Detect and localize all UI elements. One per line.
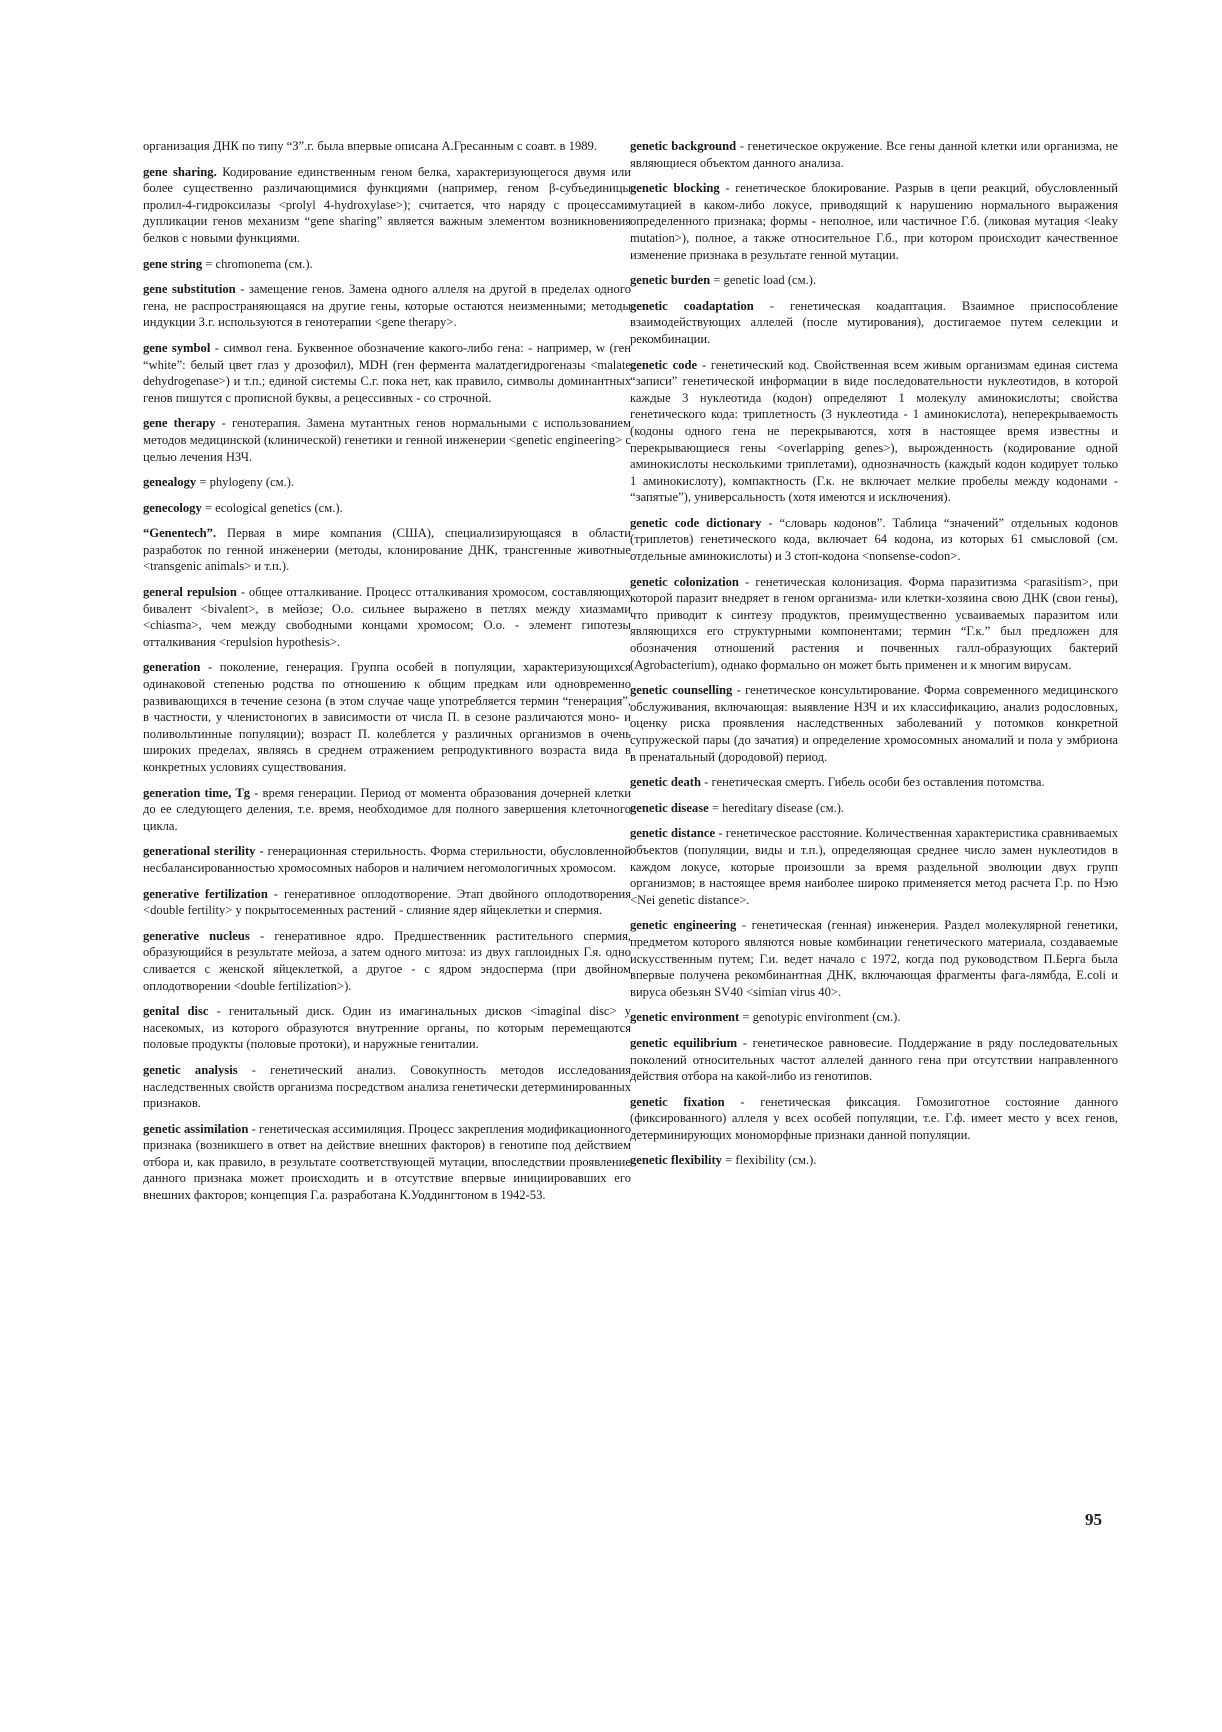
glossary-entry bbox=[143, 1062, 631, 1112]
entry-definition: = genotypic environment (см.). bbox=[742, 1010, 901, 1025]
entry-definition: - генетическая коадаптация. Взаимное приспособление взаимодействующих аллелей (после мутирования), достигаемое путем селекции и рекомбинации. bbox=[630, 298, 1118, 346]
entry-definition: - символ гена. Буквенное обозначение какого-либо гена: - например, w (ген “white”: белый цвет глаз у дрозофил), MDH (ген фермента малатдегидрогеназы <malate dehydrogenase>) и т.п.; единой системы С.г. пока нет, как правило, символы доминантных генов пишутся с прописной буквы, а рецессивных - со строчной. bbox=[143, 340, 632, 405]
glossary-entry bbox=[630, 1009, 1118, 1026]
entry-definition: - генетическая (генная) инженерия. Раздел молекулярной генетики, предметом которого являются новые комбинации генетического материала, создаваемые искусственным путем; Г.и. ведет начало с 1972, когда под руководством П.Берга была впервые получена рекомбинантная ДНК, включающая фрагменты фага-лямбда, E.coli и вируса обезьян SV40 <simian virus 40>. bbox=[630, 918, 1119, 999]
entry-term: genital disc bbox=[143, 1004, 209, 1019]
entry-term: genealogy bbox=[143, 475, 197, 490]
entry-term: gene therapy bbox=[143, 416, 216, 431]
entry-definition: = hereditary disease (см.). bbox=[711, 800, 845, 815]
entry-term: “Genentech”. bbox=[143, 526, 217, 541]
entry-definition: - замещение генов. Замена одного аллеля на другой в пределах одного гена, не распространяющаяся на другие гены, которые остаются неизменными; методы индукции З.г. используются в генотерапии <gene therapy>. bbox=[143, 282, 631, 330]
entry-term: genetic fixation bbox=[630, 1094, 725, 1109]
entry-term: generation bbox=[143, 660, 201, 675]
entry-definition: Первая в мире компания (США), специализирующаяся в области разработок по генной инженерии (методы, клонирование ДНК, трансгенные животные <transgenic animals> и т.п.). bbox=[143, 526, 631, 574]
entry-definition: - генетический код. Свойственная всем живым организмам единая система “записи” генетической информации в виде последовательности нуклеотидов, в которой каждые 3 нуклеотида (кодон) определяют 1 молекулу аминокислоты; свойства генетического кода: триплетность (3 нуклеотида - 1 аминокислота), неперекрываемость (кодоны одного гена не перекрываются, хотя в настоящее время известны и перекрывающиеся гены <overlapping genes>), вырожденность (кодирование одной аминокислоты несколькими триплетами), однозначность (каждый кодон кодирует только 1 аминокислоту), компактность (Г.к. не включает мелкие пробелы между кодонами - “запятые”), универсальность (хотя имеются и исключения). bbox=[630, 357, 1118, 505]
entry-term: generation time, Tg bbox=[143, 785, 251, 800]
glossary-entry bbox=[630, 917, 1118, 1000]
entry-definition: - генетическое равновесие. Поддержание в ряду последовательных поколений относительных частот аллелей данного гена при отсутствии направленного действия отбора на какой-либо из генотипов. bbox=[630, 1035, 1119, 1084]
entry-term: genetic background bbox=[630, 139, 737, 153]
glossary-entry bbox=[630, 825, 1118, 908]
entry-definition: - генетическая фиксация. Гомозиготное состояние данного (фиксированного) аллеля у всех особей популяции, т.е. Г.ф. имеет место у всех генов, детерминирующих мономорфные признаки данной популяции. bbox=[630, 1094, 1118, 1142]
entry-term: genetic engineering bbox=[630, 918, 737, 933]
entry-term: genetic analysis bbox=[143, 1062, 238, 1077]
entry-definition: - генетическая смерть. Гибель особи без оставления потомства. bbox=[704, 775, 1045, 790]
entry-definition: - генетическая ассимиляция. Процесс закрепления модификационного признака (возникшего в ответ на действие внешних факторов) в генотипе под действием отбора и, как правило, в результате соответствующей мутации, впоследствии проявление данного признака может происходить и в отсутствие впервые инициировавших его внешних факторов; концепция Г.а. разработана К.Уоддингтоном в 1942-53. bbox=[143, 1121, 631, 1203]
glossary-entry bbox=[143, 584, 631, 650]
entry-definition: = genetic load (см.). bbox=[713, 273, 817, 288]
entry-term: gene symbol bbox=[143, 340, 211, 355]
entry-definition: = ecological genetics (см.). bbox=[204, 500, 343, 515]
entry-term: gene substitution bbox=[143, 282, 236, 297]
entry-definition: = chromonema (см.). bbox=[205, 256, 313, 271]
entry-term: genetic blocking bbox=[630, 181, 720, 196]
entry-term: generational sterility bbox=[143, 844, 256, 859]
glossary-entry bbox=[630, 272, 1118, 289]
entry-definition: - генитальный диск. Один из имагинальных дисков <imaginal disc> у насекомых, из которого образуются внутренние органы, по которым перемещаются половые продукты (половые протоки), и наружные гениталии. bbox=[143, 1004, 632, 1052]
glossary-entry bbox=[143, 474, 631, 491]
entry-term: genetic colonization bbox=[630, 574, 739, 589]
entry-term: genetic code bbox=[630, 357, 698, 372]
glossary-entry bbox=[630, 1094, 1118, 1144]
glossary-entry bbox=[143, 281, 631, 331]
entry-definition: - генетическое блокирование. Разрыв в цепи реакций, обусловленный мутацией в каком-либо локусе, приводящий к нарушению нормального выражения определенного признака; формы - неполное, или частичное Г.б. (ликовая мутация <leaky mutation>), полное, а также относительное Г.б., при котором происходит качественное изменение признака в результате генной мутации. bbox=[630, 181, 1118, 262]
glossary-entry bbox=[630, 138, 1118, 171]
glossary-entry bbox=[630, 357, 1118, 506]
glossary-entry bbox=[143, 256, 631, 273]
entry-definition: - генетическое расстояние. Количественная характеристика сравниваемых объектов (популяции, виды и т.п.), определяющая среднее число замен нуклеотидов в каждом локусе, которые произошли за время раздельной эволюции двух групп организмов; в настоящее время наиболее широко применяется метод расчета Г.р. по Нэю <Nei genetic distance>. bbox=[630, 826, 1118, 907]
entry-term: genecology bbox=[143, 500, 202, 515]
glossary-entry bbox=[630, 1035, 1118, 1085]
glossary-entry bbox=[143, 886, 631, 919]
glossary-entry bbox=[630, 774, 1118, 791]
entry-definition: = phylogeny (см.). bbox=[199, 475, 295, 490]
entry-definition: - генотерапия. Замена мутантных генов нормальными с использованием методов медицинской (клинической) генетики и генной инженерии <genetic engineering> с целью лечения НЗЧ. bbox=[143, 416, 631, 464]
entry-definition: - общее отталкивание. Процесс отталкивания хромосом, составляющих бивалент <bivalent>, в мейозе; О.о. сильнее выражено в петлях между хиазмами <chiasma>, чем между свободными концами хромосом; О.о. - элемент гипотезы отталкивания <repulsion hypothesis>. bbox=[143, 585, 631, 649]
entry-term: genetic burden bbox=[630, 273, 711, 288]
entry-term: genetic coadaptation bbox=[630, 298, 754, 313]
entry-definition: - поколение, генерация. Группа особей в популяции, характеризующихся одинаковой степенью родства по отношению к общим предкам или одновременно развивающихся в течение сезона (в этом случае чаще употребляется термин “генерация”, в частности, у членистоногих в зависимости от числа П. в сезоне различаются моно- и поливольтинные популяции); возраст П. колеблется у различных организмов в очень широких пределах, являясь в среднем отражением репродуктивного возраста вида в конкретных условиях существования. bbox=[143, 660, 631, 774]
glossary-entry bbox=[630, 574, 1118, 674]
entry-term: genetic environment bbox=[630, 1010, 740, 1025]
entry-definition: - генерационная стерильность. Форма стерильности, обусловленной несбалансированностью хромосомных наборов и наличием негомологичных хромосом. bbox=[143, 844, 631, 875]
glossary-entry bbox=[143, 164, 631, 247]
glossary-entry bbox=[630, 682, 1118, 765]
left-column bbox=[143, 138, 631, 1213]
glossary-entry bbox=[143, 843, 631, 876]
entry-term: generative nucleus bbox=[143, 928, 250, 943]
entry-term: genetic assimilation bbox=[143, 1121, 249, 1136]
entry-definition: = flexibility (см.). bbox=[725, 1153, 817, 1168]
page-number: 95 bbox=[1085, 1510, 1102, 1529]
entry-definition: - генеративное ядро. Предшественник растительного спермия, образующийся в результате мейоза, а затем одного митоза: из двух гаплоидных Г.я. одно сливается с женской яйцеклеткой, а другое - с ядром эндосперма (при двойном оплодотворении <double fertilization>). bbox=[143, 928, 632, 993]
entry-definition: - время генерации. Период от момента образования дочерней клетки до ее следующего деления, т.е. время, необходимое для полного завершения клеточного цикла. bbox=[143, 785, 631, 833]
glossary-entry bbox=[143, 785, 631, 835]
entry-term: genetic code dictionary bbox=[630, 515, 762, 530]
entry-term: genetic flexibility bbox=[630, 1153, 722, 1168]
glossary-entry bbox=[143, 138, 631, 155]
entry-term: genetic counselling bbox=[630, 683, 733, 698]
entry-term: gene string bbox=[143, 256, 203, 271]
entry-definition: - генетическое окружение. Все гены данной клетки или организма, не являющиеся объектом данного анализа. bbox=[630, 139, 1118, 170]
entry-term: generative fertilization bbox=[143, 886, 268, 901]
glossary-entry bbox=[143, 340, 631, 406]
glossary-entry bbox=[143, 1121, 631, 1204]
entry-term: general repulsion bbox=[143, 585, 237, 600]
entry-definition: - “словарь кодонов”. Таблица “значений” отдельных кодонов (триплетов) генетического кода, включает 64 кодона, из которых 61 смысловой (см. отдельные аминокислоты) и 3 стоп-кодона <nonsense-codon>. bbox=[630, 515, 1118, 564]
entry-term: genetic death bbox=[630, 775, 701, 790]
glossary-entry bbox=[630, 515, 1118, 565]
glossary-entry bbox=[630, 800, 1118, 817]
right-column bbox=[630, 138, 1118, 1178]
glossary-entry bbox=[143, 1003, 631, 1053]
entry-definition: - генеративное оплодотворение. Этап двойного оплодотворения <double fertility> у покрытосеменных растений - слияние ядер яйцеклетки и спермия. bbox=[143, 886, 631, 918]
entry-term: genetic equilibrium bbox=[630, 1035, 738, 1050]
entry-term: genetic disease bbox=[630, 800, 709, 815]
entry-definition: организация ДНК по типу “З”.г. была впервые описана А.Гресанным с соавт. в 1989. bbox=[143, 139, 597, 153]
glossary-entry bbox=[143, 928, 631, 994]
glossary-entry bbox=[143, 525, 631, 575]
entry-term: gene sharing. bbox=[143, 164, 217, 179]
glossary-entry bbox=[143, 415, 631, 465]
entry-term: genetic distance bbox=[630, 826, 716, 841]
glossary-entry bbox=[630, 1152, 1118, 1169]
entry-definition: - генетический анализ. Совокупность методов исследования наследственных свойств организма посредством анализа генетически детерминированных признаков. bbox=[143, 1062, 631, 1111]
entry-definition: Кодирование единственным геном белка, характеризующегося двумя или более существенно различающимися функциями (например, геном β-субъединицы пролил-4-гидроксилазы <prolyl 4-hydroxylase>); считается, что наряду с процессами дупликации генов механизм “gene sharing” является важным элементом возникновения белков с новыми функциями. bbox=[143, 164, 632, 245]
entry-definition: - генетическая колонизация. Форма паразитизма <parasitism>, при которой паразит внедряет в геном организма- или клетки-хозяина свою ДНК (свои гены), что приводит к синтезу продуктов, преимущественно усваиваемых паразитом или являющихся его структурными компонентами; термин “Г.к.” был предложен для обозначения отношений растения и почвенных галл-образующих бактерий (Agrobacterium), однако формально он может быть применен и к многим вирусам. bbox=[630, 574, 1118, 672]
glossary-entry bbox=[143, 659, 631, 775]
glossary-entry bbox=[630, 180, 1118, 263]
glossary-entry bbox=[630, 298, 1118, 348]
glossary-entry bbox=[143, 500, 631, 517]
entry-definition: - генетическое консультирование. Форма современного медицинского обслуживания, включающая: выявление НЗЧ и их классификацию, анализ родословных, оценку риска проявления наследственных заболеваний у потомков конкретной супружеской пары (до зачатия) и определение хромосомных аномалий и пола у эмбриона в пренатальный (дородовой) период. bbox=[630, 683, 1118, 764]
